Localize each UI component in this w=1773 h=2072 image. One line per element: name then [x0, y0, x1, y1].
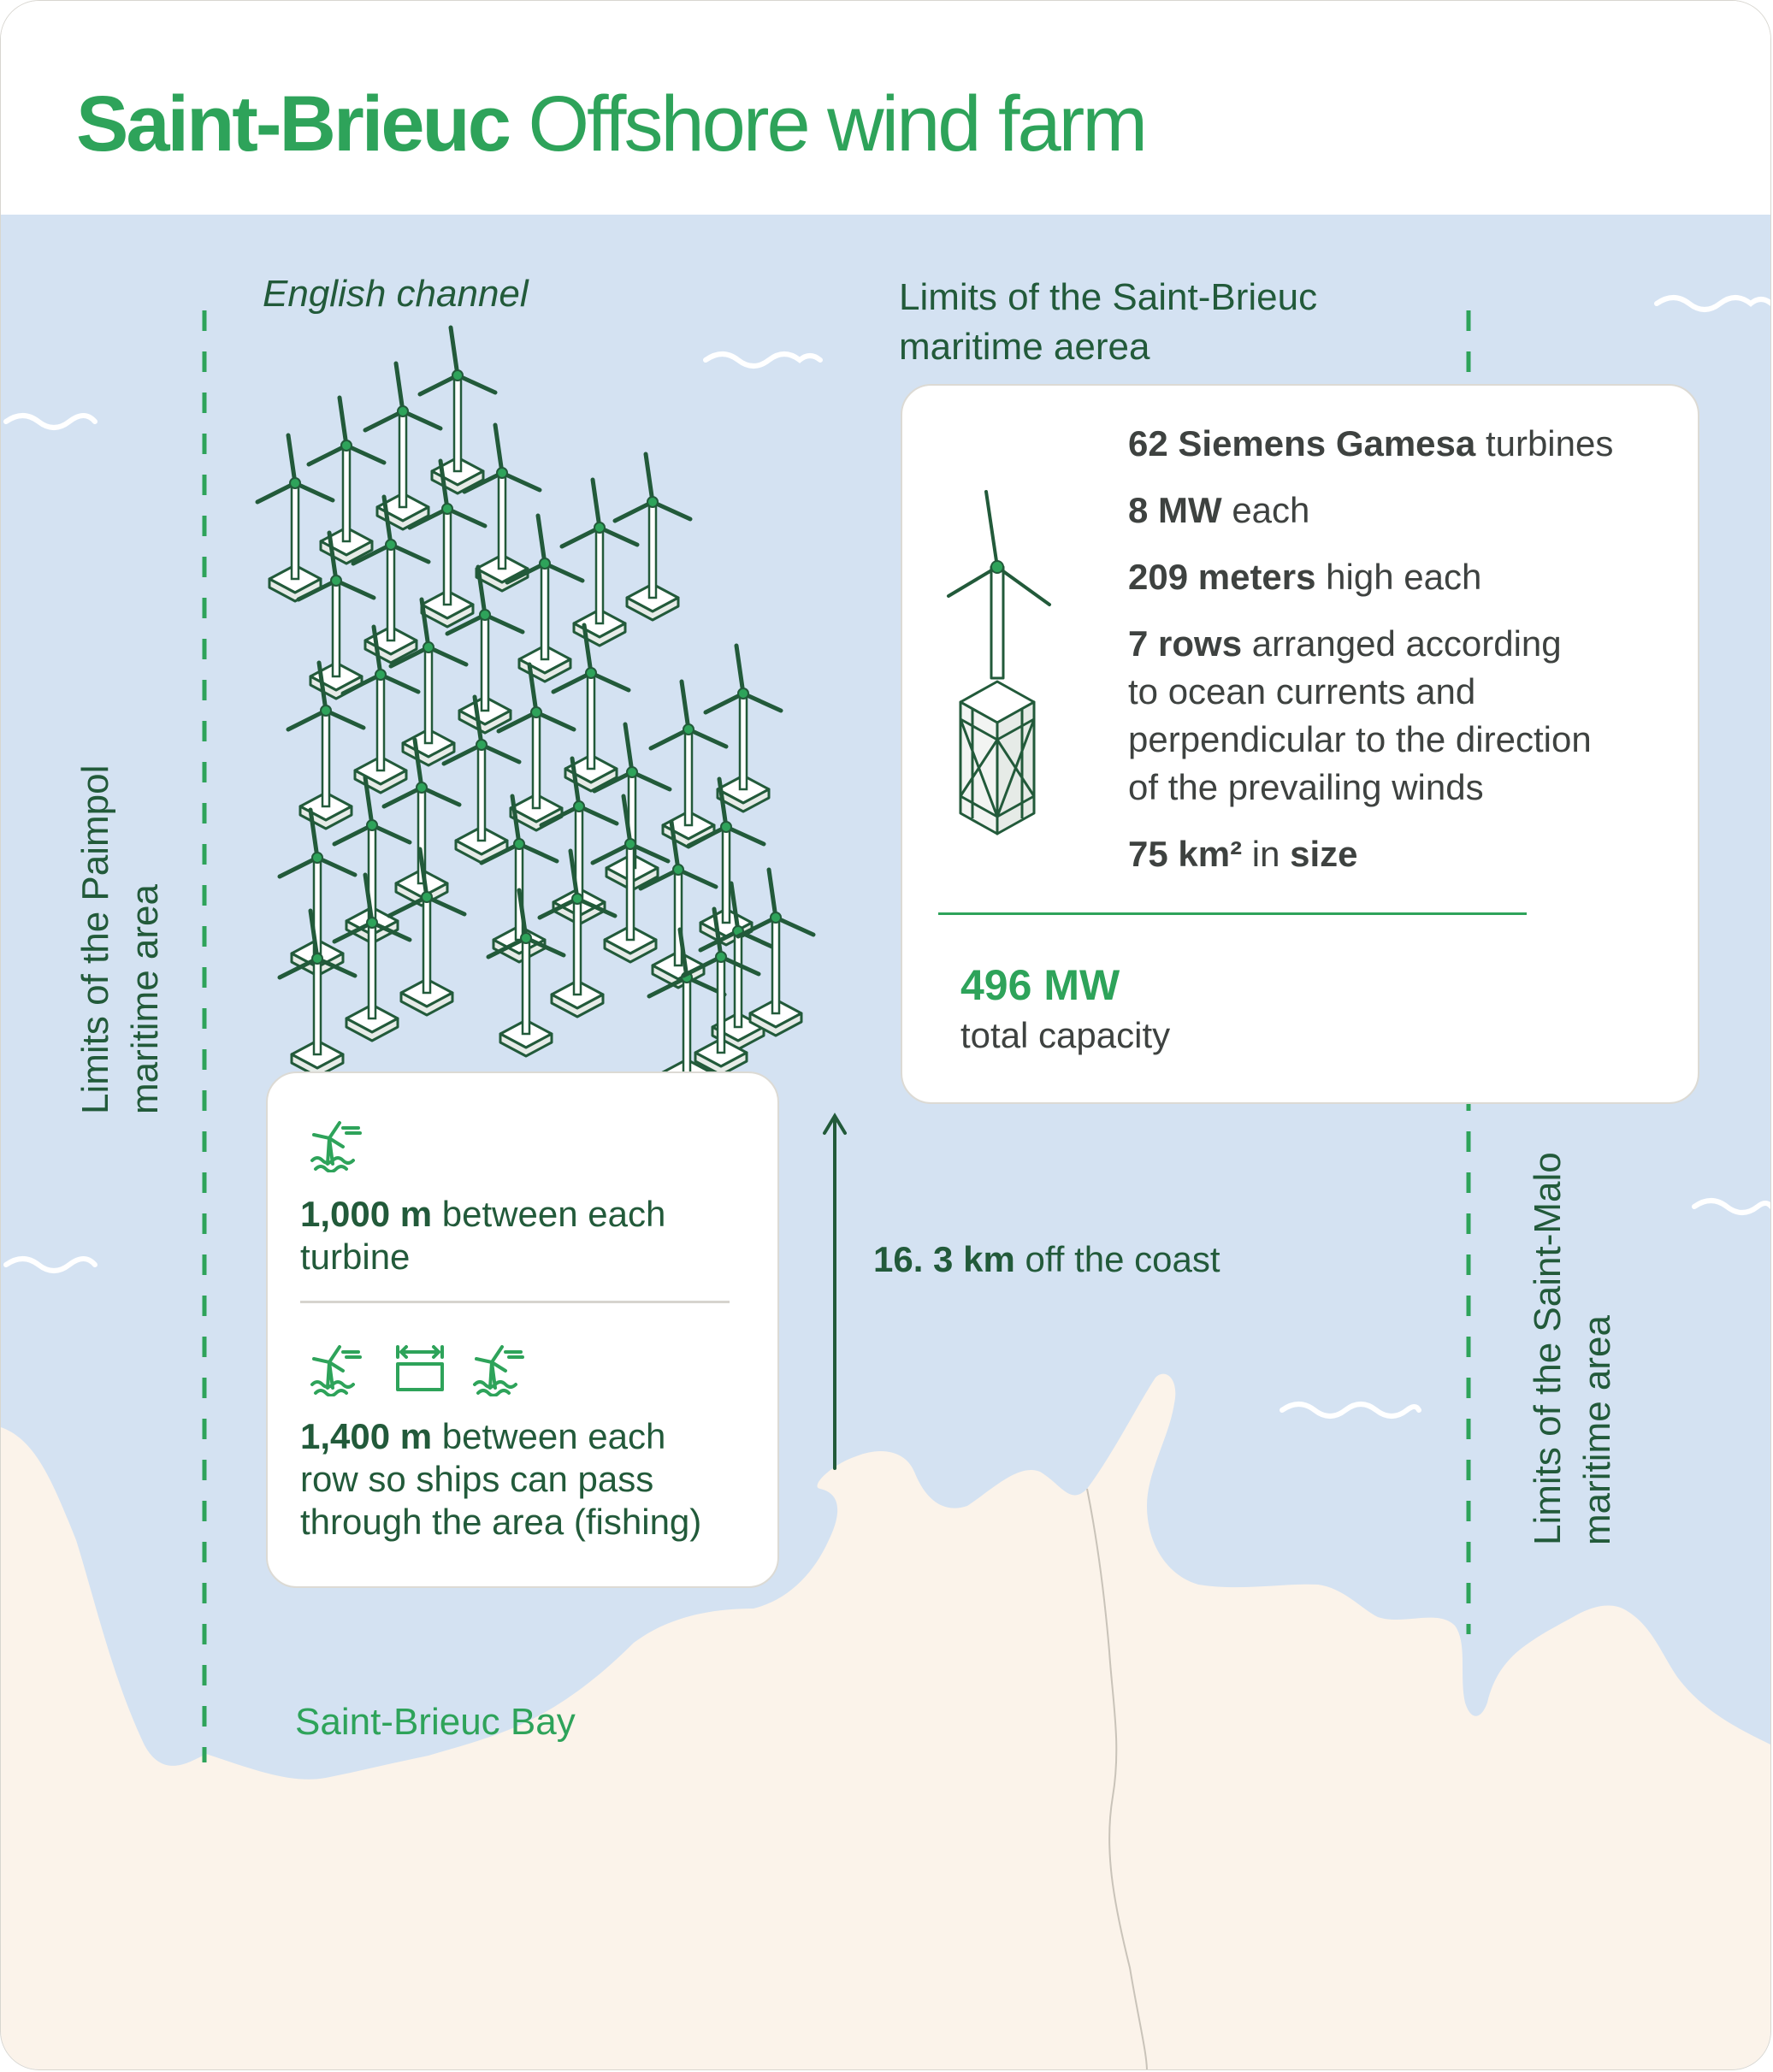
wind-turbine-icon — [553, 625, 629, 791]
spacing-turbine-line-2: turbine — [300, 1237, 411, 1277]
spacing-divider — [300, 1301, 730, 1303]
row-spacing-icon — [309, 1342, 535, 1396]
wind-turbine-icon — [447, 567, 523, 733]
spec-height-text: high each — [1326, 557, 1482, 597]
saint-malo-limits-label — [1523, 1152, 1622, 1545]
spacing-turbine-text-1: between each — [441, 1194, 666, 1234]
spacing-row-text-1: between each — [441, 1416, 666, 1456]
english-channel-label: English channel — [263, 273, 529, 315]
distance-label — [873, 1239, 1220, 1280]
wind-turbine-icon — [488, 890, 564, 1056]
saint-brieuc-limits-label — [899, 273, 1317, 372]
wind-turbine-icon — [738, 870, 813, 1036]
distance-value: 16. 3 km — [873, 1239, 1015, 1279]
spec-height-bold: 209 meters — [1128, 557, 1316, 597]
spec-power-bold: 8 MW — [1128, 490, 1222, 530]
spacing-row-line-3: through the area (fishing) — [300, 1502, 702, 1542]
spec-rows — [1128, 620, 1592, 812]
spec-rows-line-4: of the prevailing winds — [1128, 767, 1484, 807]
wind-turbine-icon — [309, 398, 384, 564]
spacing-row-line-2: row so ships can pass — [300, 1459, 654, 1499]
spacing-row-line-1 — [300, 1415, 701, 1458]
wind-turbine-icon — [464, 425, 540, 591]
paimpol-limits-label — [71, 765, 170, 1114]
spacing-turbine-bold: 1,000 m — [300, 1194, 433, 1234]
distance-text: off the coast — [1025, 1239, 1220, 1279]
spacing-turbine-text — [300, 1193, 665, 1278]
spec-height — [1128, 553, 1481, 601]
spec-size-text: in — [1251, 834, 1280, 874]
paimpol-limits-line-2: maritime area — [124, 884, 166, 1114]
spec-size — [1128, 830, 1358, 878]
wind-farm-turbines — [257, 328, 813, 1095]
total-capacity-value: 496 MW — [960, 961, 1120, 1009]
spec-rows-line-1 — [1128, 620, 1592, 668]
wind-turbine-icon — [615, 454, 690, 620]
spec-size-bold-1: 75 km² — [1128, 834, 1243, 874]
saint-brieuc-limits-line-2: maritime aerea — [899, 326, 1150, 368]
saint-brieuc-bay-label: Saint-Brieuc Bay — [295, 1701, 576, 1743]
saint-malo-limits-line-1: Limits of the Saint-Malo — [1527, 1152, 1569, 1545]
spec-power-text: each — [1232, 490, 1310, 530]
spec-turbines-bold: 62 Siemens Gamesa — [1128, 423, 1476, 463]
specs-divider — [938, 912, 1527, 915]
spec-size-bold-2: size — [1290, 834, 1358, 874]
title-regular: Offshore wind farm — [528, 80, 1145, 168]
title-bold: Saint-Brieuc — [76, 80, 509, 168]
spacing-panel — [266, 1071, 779, 1588]
turbine-foundation-icon — [945, 488, 1082, 847]
spec-turbines — [1128, 420, 1613, 468]
saint-malo-limits-line-2: maritime area — [1576, 1315, 1618, 1545]
spacing-row-text — [300, 1415, 701, 1544]
wind-turbine-icon — [706, 646, 781, 812]
paimpol-limits-line-1: Limits of the Paimpol — [74, 764, 116, 1114]
total-capacity-label: total capacity — [960, 1015, 1171, 1055]
wind-turbine-icon — [420, 328, 495, 493]
spec-rows-text-1: arranged according — [1251, 623, 1562, 664]
distance-arrow — [824, 1116, 845, 1468]
spec-rows-line-3: perpendicular to the direction — [1128, 719, 1592, 759]
saint-brieuc-limits-line-1: Limits of the Saint-Brieuc — [899, 276, 1318, 318]
spacing-turbine-line-1 — [300, 1193, 665, 1236]
spec-rows-bold: 7 rows — [1128, 623, 1243, 664]
spec-rows-line-2: to ocean currents and — [1128, 671, 1476, 711]
wind-turbine-sea-icon — [309, 1118, 363, 1172]
spec-power — [1128, 487, 1309, 534]
spacing-row-bold: 1,400 m — [300, 1416, 433, 1456]
spec-turbines-text: turbines — [1485, 423, 1614, 463]
specs-panel — [901, 384, 1699, 1104]
wind-turbine-icon — [562, 480, 637, 646]
